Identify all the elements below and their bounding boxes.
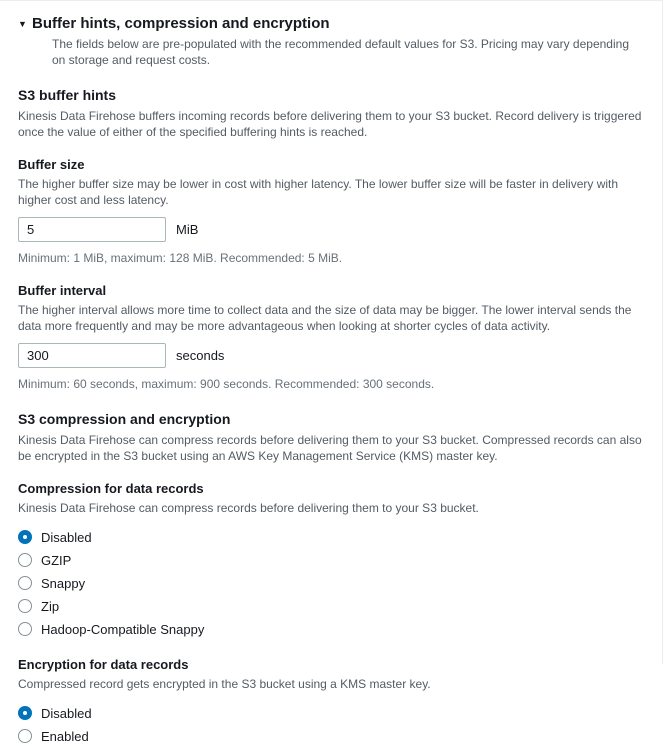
radio-icon[interactable]	[18, 599, 32, 613]
buffer-interval-description: The higher interval allows more time to collect data and the size of data may be bigger. The lower interval sends the data more frequently and may be more advantageous when looking at shorter cycles of data activity.	[18, 303, 632, 333]
buffer-size-unit: MiB	[176, 222, 199, 237]
buffer-size-description: The higher buffer size may be lower in cost with higher latency. The lower buffer size will be faster in delivery with higher cost and less latency.	[18, 177, 619, 207]
s3-buffer-hints-description: Kinesis Data Firehose buffers incoming records before delivering them to your S3 bucket. Record delivery is triggered once the value of either of the specified buffering hints is reached.	[18, 109, 642, 139]
encryption-radio-group	[18, 702, 645, 747]
buffer-interval-input-row	[18, 343, 645, 368]
compression-option-snappy[interactable]	[18, 572, 645, 594]
buffer-interval-field	[18, 282, 645, 392]
compression-label: Compression for data records	[18, 481, 204, 496]
encryption-option-disabled[interactable]	[18, 702, 645, 724]
caret-down-icon[interactable]: ▼	[18, 19, 27, 29]
compression-option-hadoop-snappy[interactable]	[18, 618, 645, 640]
encryption-description: Compressed record gets encrypted in the S3 bucket using a KMS master key.	[18, 677, 431, 691]
compression-option-gzip[interactable]	[18, 549, 645, 571]
s3-compression-encryption-section	[18, 410, 645, 747]
s3-buffer-hints-section	[18, 86, 645, 392]
buffer-interval-hint: Minimum: 60 seconds, maximum: 900 seconds. Recommended: 300 seconds.	[18, 377, 435, 391]
compression-option-zip[interactable]	[18, 595, 645, 617]
buffer-size-input-row	[18, 217, 645, 242]
encryption-field	[18, 656, 645, 747]
buffer-hints-expander[interactable]	[18, 14, 645, 34]
buffer-interval-label: Buffer interval	[18, 283, 107, 298]
encryption-option-label: Enabled	[41, 728, 89, 744]
radio-icon[interactable]	[18, 530, 32, 544]
buffer-interval-input[interactable]	[18, 343, 166, 368]
encryption-option-label: Disabled	[41, 705, 92, 721]
radio-icon[interactable]	[18, 576, 32, 590]
radio-icon[interactable]	[18, 729, 32, 743]
radio-icon[interactable]	[18, 706, 32, 720]
s3-compression-encryption-title: S3 compression and encryption	[18, 411, 231, 427]
compression-field	[18, 480, 645, 640]
expander-title: Buffer hints, compression and encryption	[32, 15, 330, 32]
compression-description: Kinesis Data Firehose can compress records before delivering them to your S3 bucket.	[18, 501, 479, 515]
buffer-size-input[interactable]	[18, 217, 166, 242]
s3-compression-encryption-description: Kinesis Data Firehose can compress records before delivering them to your S3 bucket. Compressed records can also be encrypted in the S3 bucket using an AWS Key Management Service (KMS) master key.	[18, 433, 642, 463]
buffer-size-field	[18, 156, 645, 266]
panel-top-divider	[0, 0, 663, 1]
compression-option-label: GZIP	[41, 552, 72, 568]
s3-buffer-hints-title: S3 buffer hints	[18, 87, 117, 103]
radio-icon[interactable]	[18, 622, 32, 636]
compression-option-label: Zip	[41, 598, 60, 614]
compression-radio-group	[18, 526, 645, 640]
expander-description: The fields below are pre-populated with the recommended default values for S3. Pricing may vary depending on storage and request costs.	[52, 37, 629, 67]
encryption-label: Encryption for data records	[18, 657, 189, 672]
encryption-option-enabled[interactable]	[18, 725, 645, 747]
radio-icon[interactable]	[18, 553, 32, 567]
compression-option-label: Hadoop-Compatible Snappy	[41, 621, 205, 637]
buffer-interval-unit: seconds	[176, 348, 225, 363]
compression-option-label: Snappy	[41, 575, 86, 591]
compression-option-label: Disabled	[41, 529, 92, 545]
compression-option-disabled[interactable]	[18, 526, 645, 548]
buffer-size-label: Buffer size	[18, 157, 85, 172]
buffer-size-hint: Minimum: 1 MiB, maximum: 128 MiB. Recommended: 5 MiB.	[18, 251, 343, 265]
